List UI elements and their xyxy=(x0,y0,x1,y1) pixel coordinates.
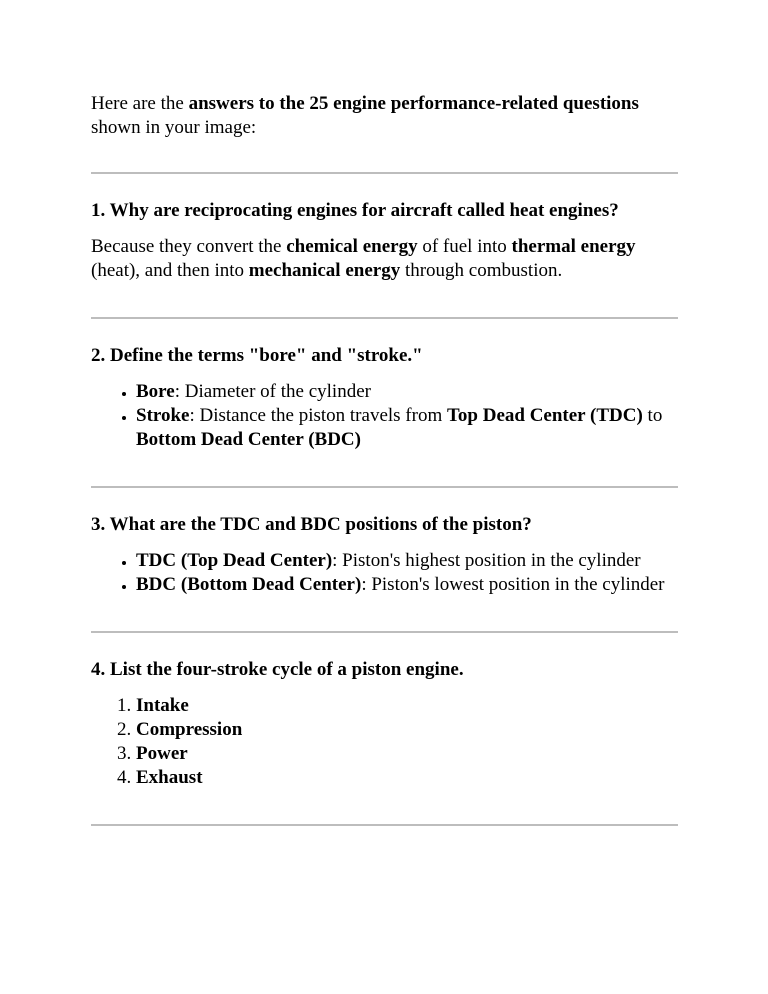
list-item: • Stroke: Distance the piston travels from Top Dead Center (TDC) to Bottom Dead Center (BDC) xyxy=(136,404,681,452)
list-item: 3. Power xyxy=(136,742,681,766)
question-4-list xyxy=(91,694,681,790)
list-item: • BDC (Bottom Dead Center): Piston's lowest position in the cylinder xyxy=(136,573,681,597)
list-item: 2. Compression xyxy=(136,718,681,742)
question-1-heading: 1. Why are reciprocating engines for aircraft called heat engines? xyxy=(91,200,619,221)
list-item: 4. Exhaust xyxy=(136,766,681,790)
question-4-heading: 4. List the four-stroke cycle of a piston engine. xyxy=(91,659,464,680)
question-1-answer: Because they convert the chemical energy of fuel into thermal energy (heat), and then into mechanical energy through combustion. xyxy=(91,236,636,281)
question-2-heading: 2. Define the terms "bore" and "stroke." xyxy=(91,345,423,366)
intro-bold: answers to the 25 engine performance-related questions xyxy=(188,93,639,114)
list-item: • TDC (Top Dead Center): Piston's highest position in the cylinder xyxy=(136,549,681,573)
list-item: 1. Intake xyxy=(136,694,681,718)
question-2-list xyxy=(91,380,681,452)
list-item: • Bore: Diameter of the cylinder xyxy=(136,380,681,404)
question-3-heading: 3. What are the TDC and BDC positions of the piston? xyxy=(91,514,532,535)
question-3-list xyxy=(91,549,681,597)
answer-document xyxy=(91,92,681,826)
divider xyxy=(91,824,678,826)
intro-paragraph: Here are the answers to the 25 engine performance-related questions shown in your image: xyxy=(91,93,639,138)
